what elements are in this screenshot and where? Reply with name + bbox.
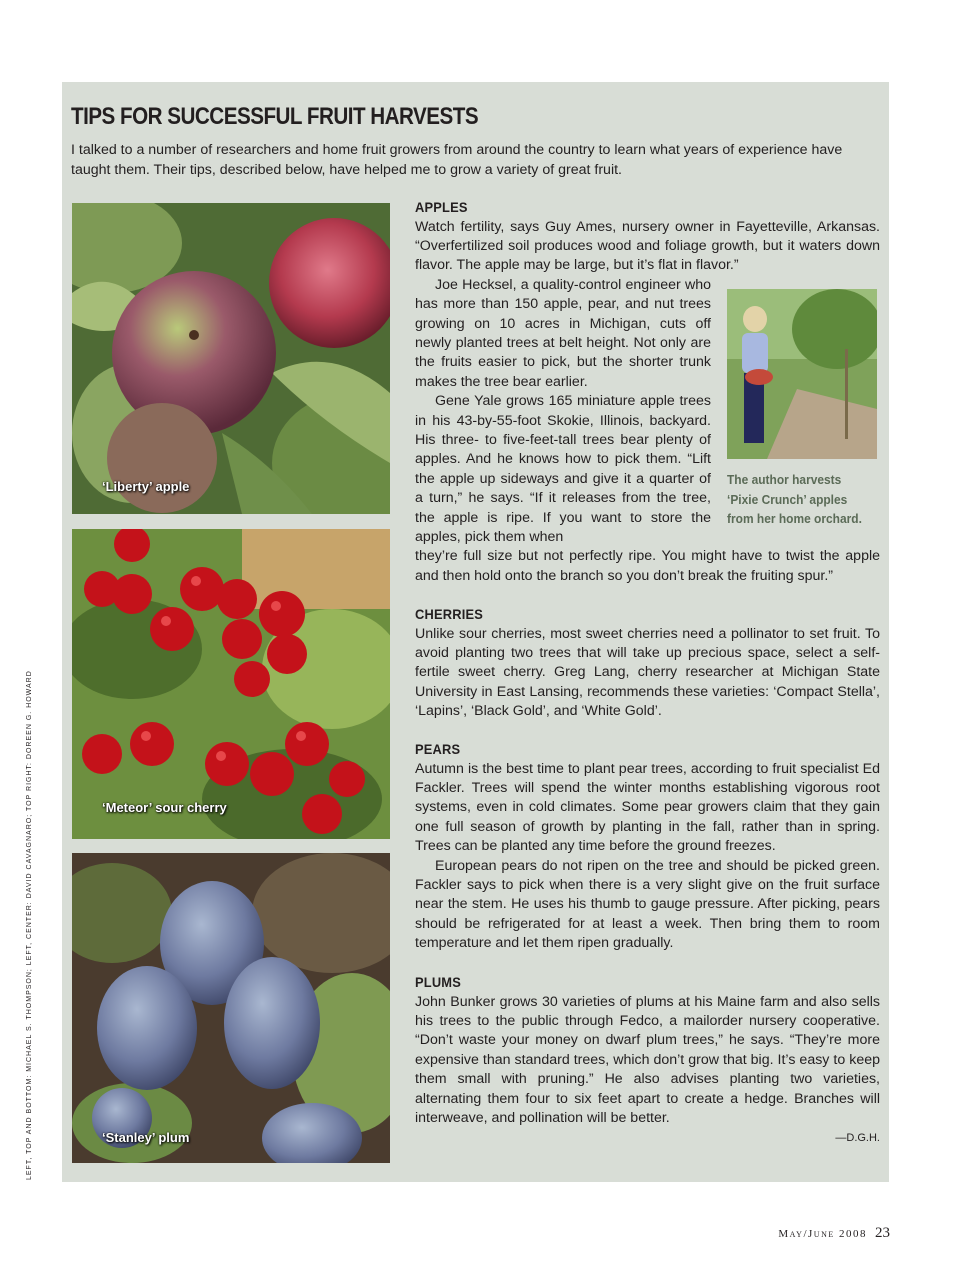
pears-section <box>415 740 880 954</box>
pears-paragraph-1: Autumn is the best time to plant pear trees, according to fruit specialist Ed Fackler. Trees will spend the winter months establishing vigorous root systems, even in cold climates. Some pear growers claim that they gain one full season of growth by planting in the fall, rather than in spring. Trees can be planted any time before the ground freezes. <box>415 760 880 855</box>
apples-heading: APPLES <box>415 199 468 215</box>
plum-caption: ‘Stanley’ plum <box>102 1130 190 1145</box>
cherries-heading: CHERRIES <box>415 606 484 622</box>
apples-paragraph-1: Watch fertility, says Guy Ames, nursery owner in Fayetteville, Arkansas. “Overfertilized soil produces wood and foliage growth, but it waters down flavor. The apple may be large, but it’s flat in flavor.” <box>415 218 880 274</box>
author-orchard-photo <box>727 289 877 459</box>
apples-paragraph-3-continued: they’re full size but not perfectly ripe. You might have to twist the apple and then hold onto the branch so you don’t break the fruiting spur.” <box>415 548 880 584</box>
cherries-paragraph-1: Unlike sour cherries, most sweet cherries need a pollinator to set fruit. To avoid planting two trees that will take up precious space, select a self-fertile sweet cherry. Greg Lang, cherry researcher at Michigan State University in East Lansing, recommends these varieties: ‘Compact Stella’, ‘Lapins’, ‘Black Gold’, and ‘White Gold’. <box>415 625 880 720</box>
cherries-section <box>415 605 880 722</box>
apples-paragraph-3: Gene Yale grows 165 miniature apple trees in his 43-by-55-foot Skokie, Illinois, backyard. His three- to five-feet-tall trees bear plenty of apples. And he knows how to pick them. “Lift the apple up sideways and give it a quarter of a turn,” he says. “If it releases from the tree, the apple is ripe. If you want to store the apples, pick them when <box>415 393 711 545</box>
article-intro: I talked to a number of researchers and home fruit growers from around the country to learn what years of experience have taught them. Their tips, described below, have helped me to grow a variety of great fruit. <box>71 142 843 178</box>
author-signoff: —D.G.H. <box>835 1132 880 1144</box>
author-orchard-caption: The author harvests ‘Pixie Crunch’ apples from her home orchard. <box>727 472 862 526</box>
plums-paragraph-1: John Bunker grows 30 varieties of plums at his Maine farm and also sells his trees to the public through Fedco, a mailorder nursery cooperative. “Don’t waste your money on dwarf plum trees,” he says. “They’re more expensive than standard trees, which don’t grow that big. It’s easy to keep them small with pruning.” He also advises planting two varieties, alternating them four to six feet apart to create a hedge. Branches will interweave, and pollination will be better. <box>415 993 880 1126</box>
apple-caption: ‘Liberty’ apple <box>102 479 190 494</box>
page-footer <box>760 1224 890 1242</box>
cherry-caption: ‘Meteor’ sour cherry <box>102 800 227 815</box>
cherry-photo <box>72 529 390 839</box>
issue-date: May/June 2008 <box>778 1228 867 1240</box>
apples-paragraph-2: Joe Hecksel, a quality-control engineer who has more than 150 apple, pear, and nut trees growing on 10 acres in Michigan, cuts off newly planted trees at belt height. Not only are the fruits easier to pick, but the shorter trunk makes the tree bear earlier. <box>415 276 711 390</box>
article-title: TIPS FOR SUCCESSFUL FRUIT HARVESTS <box>71 103 479 130</box>
plums-section <box>415 973 880 1128</box>
pears-paragraph-2: European pears do not ripen on the tree and should be picked green. Fackler says to pick when there is a very slight give on the fruit surface near the stem. He uses his thumb to gauge pressure. After picking, pears should be refrigerated for at least a week. Then bring them to room temperature and let them ripen gradually. <box>415 857 880 952</box>
pears-heading: PEARS <box>415 741 461 757</box>
page-number: 23 <box>875 1225 890 1241</box>
photo-credit: LEFT, TOP AND BOTTOM: MICHAEL S. THOMPSON; LEFT, CENTER: DAVID CAVAGNARO; TOP RIGHT: DOREEN G. HOWARD <box>26 670 33 1180</box>
plums-heading: PLUMS <box>415 974 461 990</box>
apple-photo <box>72 203 390 514</box>
plum-photo <box>72 853 390 1163</box>
